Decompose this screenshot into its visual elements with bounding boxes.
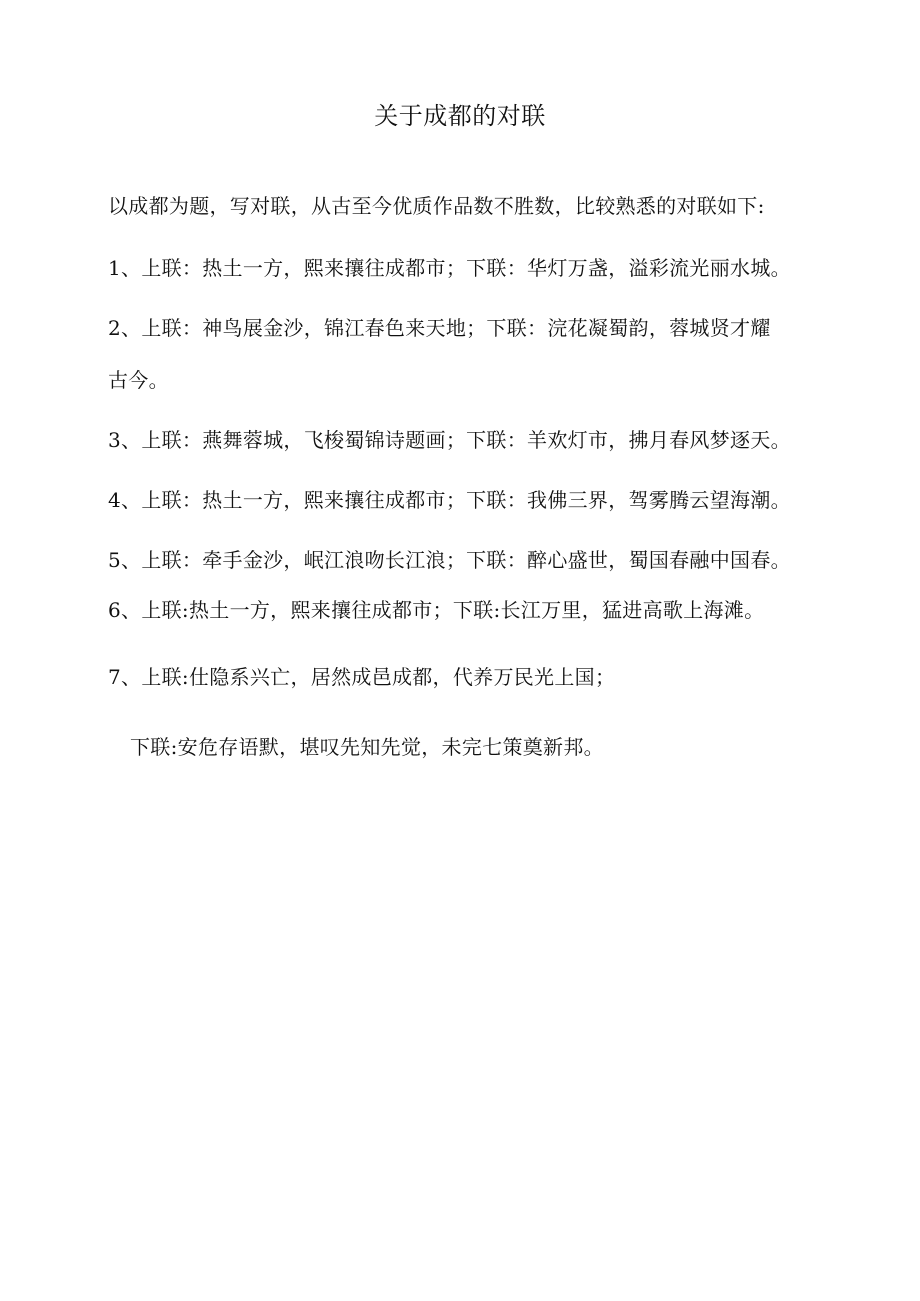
couplet-4: 4、上联：热土一方，熙来攘往成都市；下联：我佛三界，驾雾腾云望海潮。 [108, 488, 791, 512]
couplet-6: 6、上联:热土一方，熙来攘往成都市；下联:长江万里，猛进高歌上海滩。 [108, 598, 765, 622]
intro-paragraph: 以成都为题，写对联，从古至今优质作品数不胜数，比较熟悉的对联如下: [108, 194, 765, 218]
couplet-2-continued: 古今。 [108, 368, 169, 392]
couplet-5: 5、上联：牵手金沙，岷江浪吻长江浪；下联：醉心盛世，蜀国春融中国春。 [108, 548, 791, 572]
couplet-7-lower: 下联:安危存语默，堪叹先知先觉，未完七策奠新邦。 [130, 735, 604, 759]
couplet-2: 2、上联：神鸟展金沙，锦江春色来天地；下联：浣花凝蜀韵，蓉城贤才耀 [108, 316, 771, 340]
document-title: 关于成都的对联 [374, 102, 546, 130]
couplet-3: 3、上联：燕舞蓉城，飞梭蜀锦诗题画；下联：羊欢灯市，拂月春风梦逐天。 [108, 428, 791, 452]
couplet-1: 1、上联：热土一方，熙来攘往成都市；下联：华灯万盏，溢彩流光丽水城。 [108, 256, 791, 280]
couplet-7-upper: 7、上联:仕隐系兴亡，居然成邑成都，代养万民光上国； [108, 665, 616, 689]
